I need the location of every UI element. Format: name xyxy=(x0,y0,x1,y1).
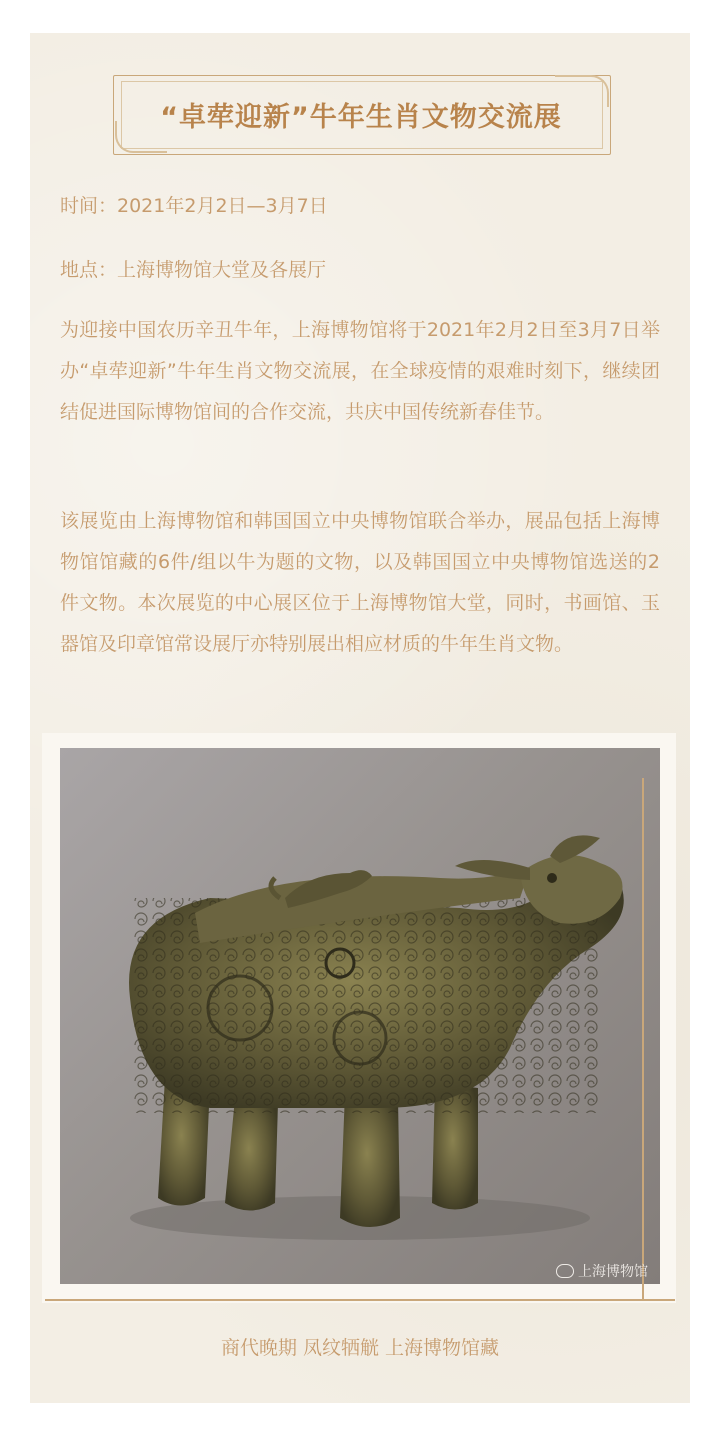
frame-rule-horizontal xyxy=(45,1299,675,1301)
frame-rule-vertical xyxy=(642,778,644,1301)
intro-paragraph: 为迎接中国农历辛丑牛年，上海博物馆将于2021年2月2日至3月7日举办“卓荦迎新”牛年生肖文物交流展，在全球疫情的艰难时刻下，继续团结促进国际博物馆间的合作交流，共庆中国传统新春佳节。 xyxy=(60,319,660,423)
bronze-ox-vessel-image xyxy=(60,748,660,1284)
weibo-watermark xyxy=(556,1261,648,1281)
page-title: “卓荦迎新”牛年生肖文物交流展 xyxy=(160,101,562,133)
exhibition-time: 时间：2021年2月2日—3月7日 xyxy=(60,195,328,217)
exhibition-location: 地点：上海博物馆大堂及各展厅 xyxy=(60,259,327,281)
article-card xyxy=(30,33,690,1403)
artifact-photo xyxy=(60,748,660,1284)
watermark-text: 上海博物馆 xyxy=(578,1264,648,1280)
weibo-icon xyxy=(556,1264,574,1278)
detail-paragraph: 该展览由上海博物馆和韩国国立中央博物馆联合举办，展品包括上海博物馆馆藏的6件/组以牛为题的文物，以及韩国国立中央博物馆选送的2件文物。本次展览的中心展区位于上海博物馆大堂，同时，书画馆、玉器馆及印章馆常设展厅亦特别展出相应材质的牛年生肖文物。 xyxy=(60,510,660,655)
photo-caption: 商代晚期 凤纹牺觥 上海博物馆藏 xyxy=(220,1337,500,1359)
